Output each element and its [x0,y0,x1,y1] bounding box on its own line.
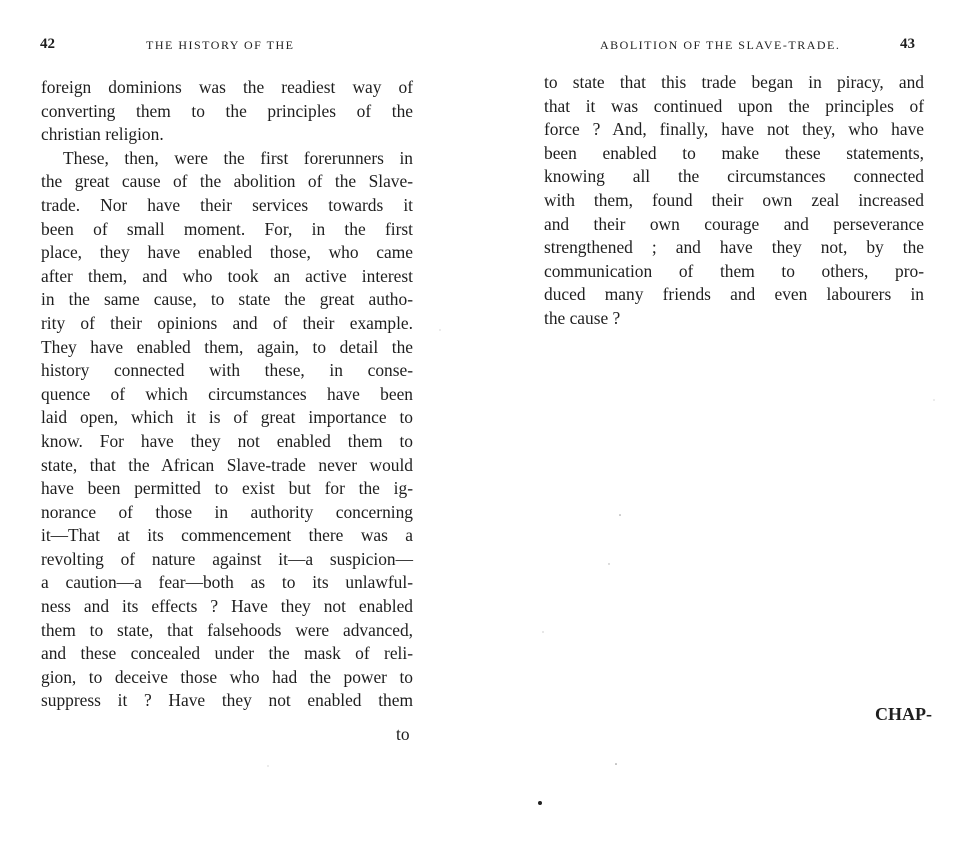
body-line: the cause ? [544,307,621,328]
body-line: quence of which circumstances have been [41,383,413,404]
body-line: and their own courage and perseverance [544,213,924,234]
body-line: in the same cause, to state the great autho- [41,289,413,310]
right-page [490,0,980,848]
left-catchword: to [396,724,410,744]
body-line: laid open, which it is of great importance to [41,407,413,428]
left-running-head: THE HISTORY OF THE [146,38,295,52]
right-body-text [544,71,924,331]
left-body-text [41,76,413,713]
body-line: strengthened ; and have they not, by the [544,237,924,258]
body-line: foreign dominions was the readiest way of [41,77,413,97]
body-line: communication of them to others, pro- [544,260,924,281]
body-line: to state that this trade began in piracy, and [544,72,924,92]
body-line: trade. Nor have their services towards it [41,194,413,215]
body-line: been of small moment. For, in the first [41,218,413,239]
body-line: it—That at its commencement there was a [41,525,413,546]
body-line: norance of those in authority concerning [41,501,413,522]
body-line: christian religion. [41,124,164,145]
body-line: ness and its effects ? Have they not enabled [41,596,413,617]
body-line: They have enabled them, again, to detail the [41,336,413,357]
body-line: that it was continued upon the principles of [544,95,924,116]
body-line: a caution—a fear—both as to its unlawful- [41,572,413,593]
body-line: them to state, that falsehoods were advanced, [41,619,413,640]
right-catchword: CHAP- [875,704,932,724]
body-line: been enabled to make these statements, [544,142,924,163]
body-line: duced many friends and even labourers in [544,284,924,305]
body-line: rity of their opinions and of their example. [41,312,413,333]
body-line: gion, to deceive those who had the power to [41,666,413,687]
body-line: converting them to the principles of the [41,100,413,121]
body-line: state, that the African Slave-trade never would [41,454,413,475]
body-line: with them, found their own zeal increased [544,189,924,210]
body-line: and these concealed under the mask of reli- [41,643,413,664]
right-running-head: ABOLITION OF THE SLAVE-TRADE. [600,38,841,52]
body-line: These, then, were the first forerunners in [63,147,413,168]
body-line: the great cause of the abolition of the Slave- [41,171,413,192]
body-line: knowing all the circumstances connected [544,166,924,187]
body-line: suppress it ? Have they not enabled them [41,690,413,711]
body-line: force ? And, finally, have not they, who have [544,119,924,140]
body-line: place, they have enabled those, who came [41,242,413,263]
body-line: have been permitted to exist but for the ig- [41,478,413,499]
body-line: history connected with these, in conse- [41,360,413,381]
body-line: revolting of nature against it—a suspicion— [41,548,413,569]
body-line: after them, and who took an active interest [41,265,413,286]
left-page-number: 42 [40,36,55,52]
body-line: know. For have they not enabled them to [41,430,413,451]
right-page-number: 43 [900,36,915,52]
